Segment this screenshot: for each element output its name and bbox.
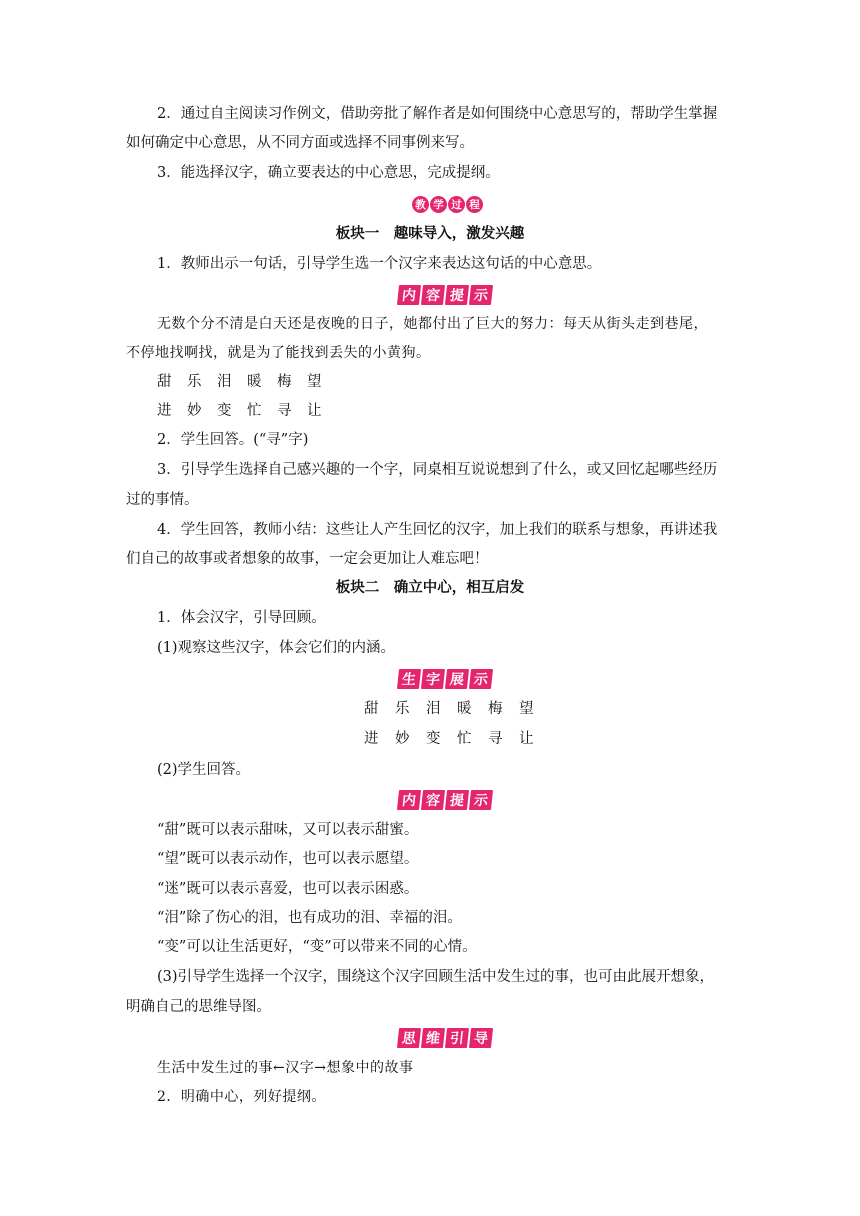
section-1-step-4-line1: 4．学生回答，教师小结：这些让人产生回忆的汉字，加上我们的联系与想象，再讲述我: [157, 522, 718, 538]
badge-char: 生: [397, 669, 421, 689]
char-item: 望: [519, 701, 534, 717]
char-item: 泪: [426, 701, 441, 717]
char-item: 暖: [457, 701, 472, 717]
badge-char: 示: [469, 285, 493, 305]
tip-sentence-line1: 无数个分不清是白天还是夜晚的日子，她都付出了巨大的努力：每天从街头走到巷尾，: [157, 316, 708, 332]
badge-char: 学: [430, 196, 447, 213]
section-2-sub-3-line2: 明确自己的思维导图。: [126, 999, 271, 1015]
tip-item: “泪”除了伤心的泪，也有成功的泪、幸福的泪。: [157, 910, 462, 926]
char-item: 进: [364, 731, 379, 747]
badge-char: 展: [445, 669, 469, 689]
char-item: 泪: [217, 374, 232, 390]
tip-sentence-line2: 不停地找啊找，就是为了能找到丢失的小黄狗。: [126, 345, 431, 361]
content-tip-badge-2: [398, 790, 492, 810]
char-item: 甜: [157, 374, 172, 390]
section-2-step-2: 2．明确中心，列好提纲。: [157, 1089, 326, 1105]
tip-item: “甜”既可以表示甜味，又可以表示甜蜜。: [157, 822, 419, 838]
badge-char: 导: [469, 1028, 493, 1048]
badge-char: 过: [448, 196, 465, 213]
objective-3: 3．能选择汉字，确立要表达的中心意思，完成提纲。: [157, 165, 500, 181]
teaching-process-badge: [412, 196, 483, 213]
section-2-title: 板块二 确立中心，相互启发: [335, 580, 525, 596]
char-item: 妙: [187, 403, 202, 419]
section-2-sub-2: (2)学生回答。: [157, 762, 251, 778]
char-item: 进: [157, 403, 172, 419]
char-item: 暖: [247, 374, 262, 390]
char-item: 梅: [277, 374, 292, 390]
section-1-step-3-line1: 3．引导学生选择自己感兴趣的一个字，同桌相互说说想到了什么，或又回忆起哪些经历: [157, 462, 718, 478]
tip-item: “望”既可以表示动作，也可以表示愿望。: [157, 851, 419, 867]
badge-char: 容: [421, 285, 445, 305]
badge-char: 容: [421, 790, 445, 810]
char-item: 变: [426, 731, 441, 747]
badge-char: 程: [466, 196, 483, 213]
badge-char: 字: [421, 669, 445, 689]
char-row-centered-2: [364, 729, 564, 749]
mind-guide-badge: [398, 1028, 492, 1048]
section-1-step-1: 1．教师出示一句话，引导学生选一个汉字来表达这句话的中心意思。: [157, 256, 602, 272]
char-item: 妙: [395, 731, 410, 747]
section-2-step-1: 1．体会汉字，引导回顾。: [157, 610, 326, 626]
char-row-1: [157, 372, 860, 392]
char-item: 望: [307, 374, 322, 390]
badge-char: 教: [412, 196, 429, 213]
objective-2-line1: 2．通过自主阅读习作例文，借助旁批了解作者是如何围绕中心意思写的，帮助学生掌握: [157, 106, 718, 122]
char-item: 梅: [488, 701, 503, 717]
char-item: 乐: [187, 374, 202, 390]
objective-2-line2: 如何确定中心意思，从不同方面或选择不同事例来写。: [126, 135, 474, 151]
char-item: 乐: [395, 701, 410, 717]
char-row-centered-1: [364, 699, 564, 719]
badge-char: 提: [445, 285, 469, 305]
badge-char: 示: [469, 790, 493, 810]
char-row-2: [157, 401, 860, 421]
section-2-sub-3-line1: (3)引导学生选择一个汉字，围绕这个汉字回顾生活中发生过的事，也可由此展开想象，: [157, 969, 715, 985]
section-1-step-3-line2: 过的事情。: [126, 492, 199, 508]
badge-char: 内: [397, 790, 421, 810]
badge-char: 引: [445, 1028, 469, 1048]
badge-char: 提: [445, 790, 469, 810]
char-item: 寻: [488, 731, 503, 747]
badge-char: 示: [469, 669, 493, 689]
mind-map-text: 生活中发生过的事←汉字→想象中的故事: [157, 1060, 414, 1076]
section-2-sub-1: (1)观察这些汉字，体会它们的内涵。: [157, 640, 396, 656]
tip-item: “变”可以让生活更好，“变”可以带来不同的心情。: [157, 939, 477, 955]
char-item: 忙: [457, 731, 472, 747]
char-show-badge: [398, 669, 492, 689]
char-item: 甜: [364, 701, 379, 717]
badge-char: 思: [397, 1028, 421, 1048]
content-tip-badge: [398, 285, 492, 305]
char-item: 让: [519, 731, 534, 747]
char-item: 寻: [277, 403, 292, 419]
badge-char: 维: [421, 1028, 445, 1048]
badge-char: 内: [397, 285, 421, 305]
section-1-step-4-line2: 们自己的故事或者想象的故事，一定会更加让人难忘吧！: [126, 551, 489, 567]
section-1-title: 板块一 趣味导入，激发兴趣: [335, 226, 525, 242]
char-item: 忙: [247, 403, 262, 419]
tip-item: “迷”既可以表示喜爱，也可以表示困惑。: [157, 881, 419, 897]
char-item: 变: [217, 403, 232, 419]
section-1-step-2: 2．学生回答。(“寻”字): [157, 432, 309, 448]
char-item: 让: [307, 403, 322, 419]
